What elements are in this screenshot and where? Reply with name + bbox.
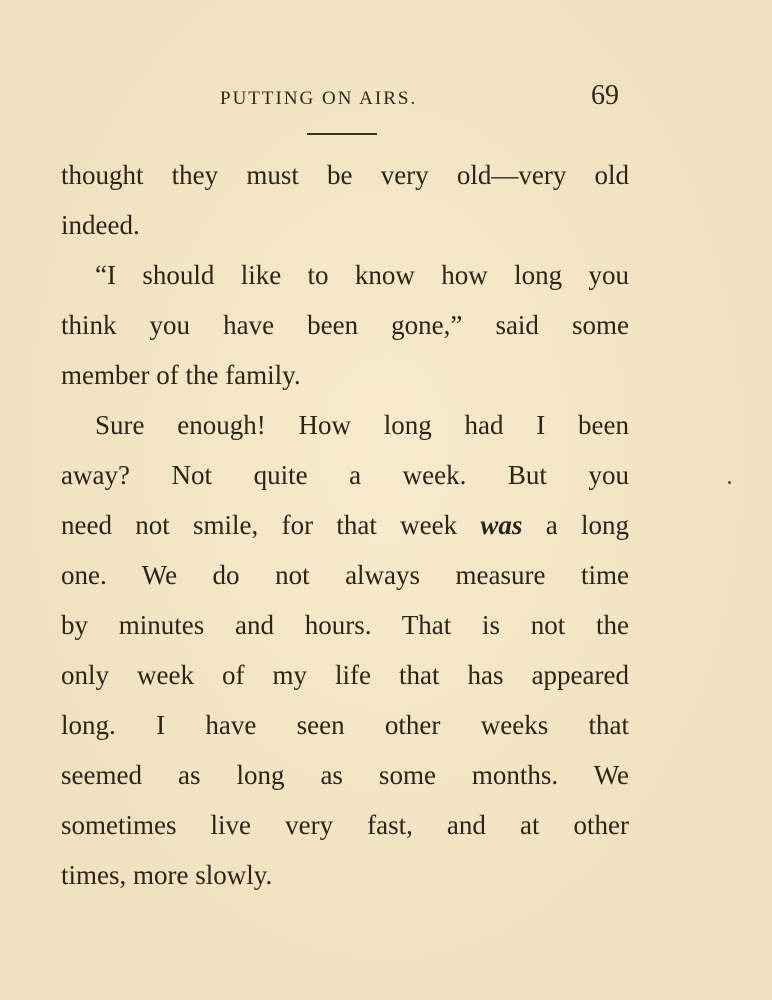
- emphasized-word: was: [480, 510, 523, 540]
- running-title: PUTTING ON AIRS.: [220, 88, 418, 109]
- text-line: times, more slowly.: [61, 860, 273, 890]
- paragraph-3: [61, 400, 629, 900]
- text-line: sometimes live very fast, and at other: [61, 810, 629, 840]
- text-line: think you have been gone,” said some: [61, 310, 629, 340]
- page-number: 69: [591, 80, 619, 111]
- text-line: indeed.: [61, 210, 140, 240]
- text-line: “I should like to know how long you: [95, 260, 629, 290]
- paragraph-1: [61, 150, 629, 250]
- text-line: member of the family.: [61, 360, 301, 390]
- text-line: long. I have seen other weeks that: [61, 710, 629, 740]
- paragraph-2: [61, 250, 629, 400]
- paper-speck: [728, 481, 731, 484]
- text-line: thought they must be very old—very old: [61, 160, 629, 190]
- text-line-with-emphasis: [61, 500, 629, 550]
- text-line: by minutes and hours. That is not the: [61, 610, 629, 640]
- text-line: Sure enough! How long had I been: [95, 410, 629, 440]
- text-line: seemed as long as some months. We: [61, 760, 629, 790]
- text-line: only week of my life that has appeared: [61, 660, 629, 690]
- header-rule: [307, 133, 377, 135]
- text-line: away? Not quite a week. But you: [61, 460, 629, 490]
- text-line: one. We do not always measure time: [61, 560, 629, 590]
- text-fragment: need not smile, for that week: [61, 510, 458, 540]
- text-fragment: a long: [545, 510, 630, 540]
- body-text: [61, 150, 629, 900]
